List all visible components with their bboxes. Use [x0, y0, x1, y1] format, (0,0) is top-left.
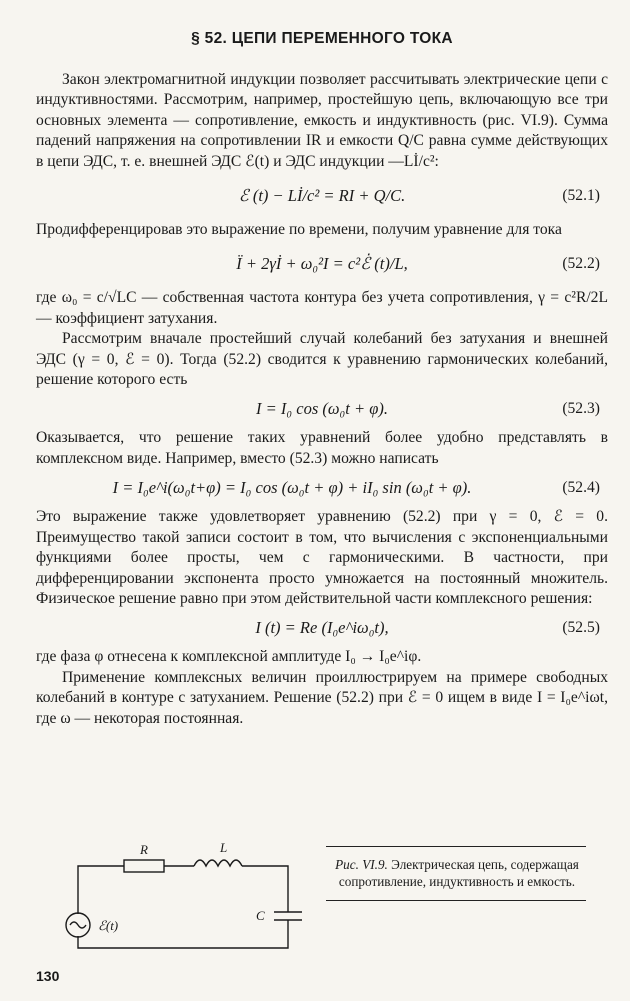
equation-number: (52.5) — [562, 619, 600, 637]
paragraph-7: где фаза φ отнесена к комплексной амплитуде I₀ → I₀e^iφ. — [36, 648, 422, 666]
page-body — [36, 24, 608, 729]
equation-number: (52.4) — [562, 479, 600, 497]
resistor-symbol — [124, 860, 164, 872]
equation-52-2 — [36, 240, 608, 288]
inductor-symbol — [194, 860, 242, 866]
figure-vi-9 — [36, 836, 608, 956]
paragraph-4: Рассмотрим вначале простейший случай колебаний без затухания и внешней ЭДС (γ = 0, ℰ = 0). Тогда (52.2) сводится к уравнению гармонических колебаний, решение которого есть — [36, 330, 608, 389]
section-heading: § 52. ЦЕПИ ПЕРЕМЕННОГО ТОКА — [191, 30, 453, 47]
svg-text:ℰ(t): ℰ(t) — [98, 918, 119, 933]
equation-52-4 — [36, 469, 608, 507]
caption-text: Электрическая цепь, содержащая сопротивление, индуктивность и емкость. — [338, 857, 579, 889]
equation-number: (52.1) — [562, 187, 600, 205]
caption-label: Рис. VI.9. — [335, 857, 388, 872]
equation-expr: Ï + 2γİ + ω₀²I = c²ℰ̇ (t)/L, — [236, 254, 408, 274]
paragraph-6: Это выражение также удовлетворяет уравнению (52.2) при γ = 0, ℰ = 0. Преимущество такой записи состоит в том, что вычисления с экспоненциальными функциями более просты, чем с гармоническими. В частности, при дифференцировании экспонента просто умножается на постоянный множитель. Физическое решение равно при этом действительной части комплексного решения: — [36, 508, 608, 607]
equation-number: (52.3) — [562, 400, 600, 418]
paragraph-5: Оказывается, что решение таких уравнений более удобно представлять в комплексном виде. Например, вместо (52.3) можно написать — [36, 429, 608, 467]
svg-text:C: C — [256, 908, 265, 923]
equation-number: (52.2) — [562, 255, 600, 273]
equation-52-5 — [36, 609, 608, 647]
page-number: 130 — [36, 968, 60, 984]
rlc-circuit-diagram — [36, 836, 316, 956]
paragraph-3: где ω₀ = c/√LC — собственная частота контура без учета сопротивления, γ = c²R/2L — коэффициент затухания. — [36, 289, 608, 327]
figure-caption — [326, 846, 586, 901]
paragraph-1: Закон электромагнитной индукции позволяет рассчитывать электрические цепи с индуктивностями. Рассмотрим, например, простейшую цепь, включающую все три основных элемента — сопротивление, емкость и индуктивность (рис. VI.9). Сумма падений напряжения на сопротивлении IR и емкости Q/C равна сумме действующих в цепи ЭДС, т. е. внешней ЭДС ℰ(t) и ЭДС индукции —Lİ/c²: — [36, 71, 608, 170]
capacitor-symbol — [274, 912, 302, 920]
equation-expr: I = I₀e^i(ω₀t+φ) = I₀ cos (ω₀t + φ) + iI₀ sin (ω₀t + φ). — [112, 478, 472, 498]
equation-expr: I = I₀ cos (ω₀t + φ). — [256, 399, 388, 419]
paragraph-8: Применение комплексных величин проиллюстрируем на примере свободных колебаний в контуре с затуханием. Решение (52.2) при ℰ = 0 ищем в виде I = I₀e^iωt, где ω — некоторая постоянная. — [36, 668, 608, 727]
equation-expr: I (t) = Re (I₀e^iω₀t), — [255, 618, 389, 638]
paragraph-2: Продифференцировав это выражение по времени, получим уравнение для тока — [36, 221, 562, 239]
equation-52-1 — [36, 172, 608, 220]
svg-text:L: L — [220, 840, 228, 855]
equation-expr: ℰ (t) − Lİ/c² = RI + Q/C. — [238, 186, 406, 206]
equation-52-3 — [36, 390, 608, 428]
svg-text:R: R — [140, 842, 148, 857]
